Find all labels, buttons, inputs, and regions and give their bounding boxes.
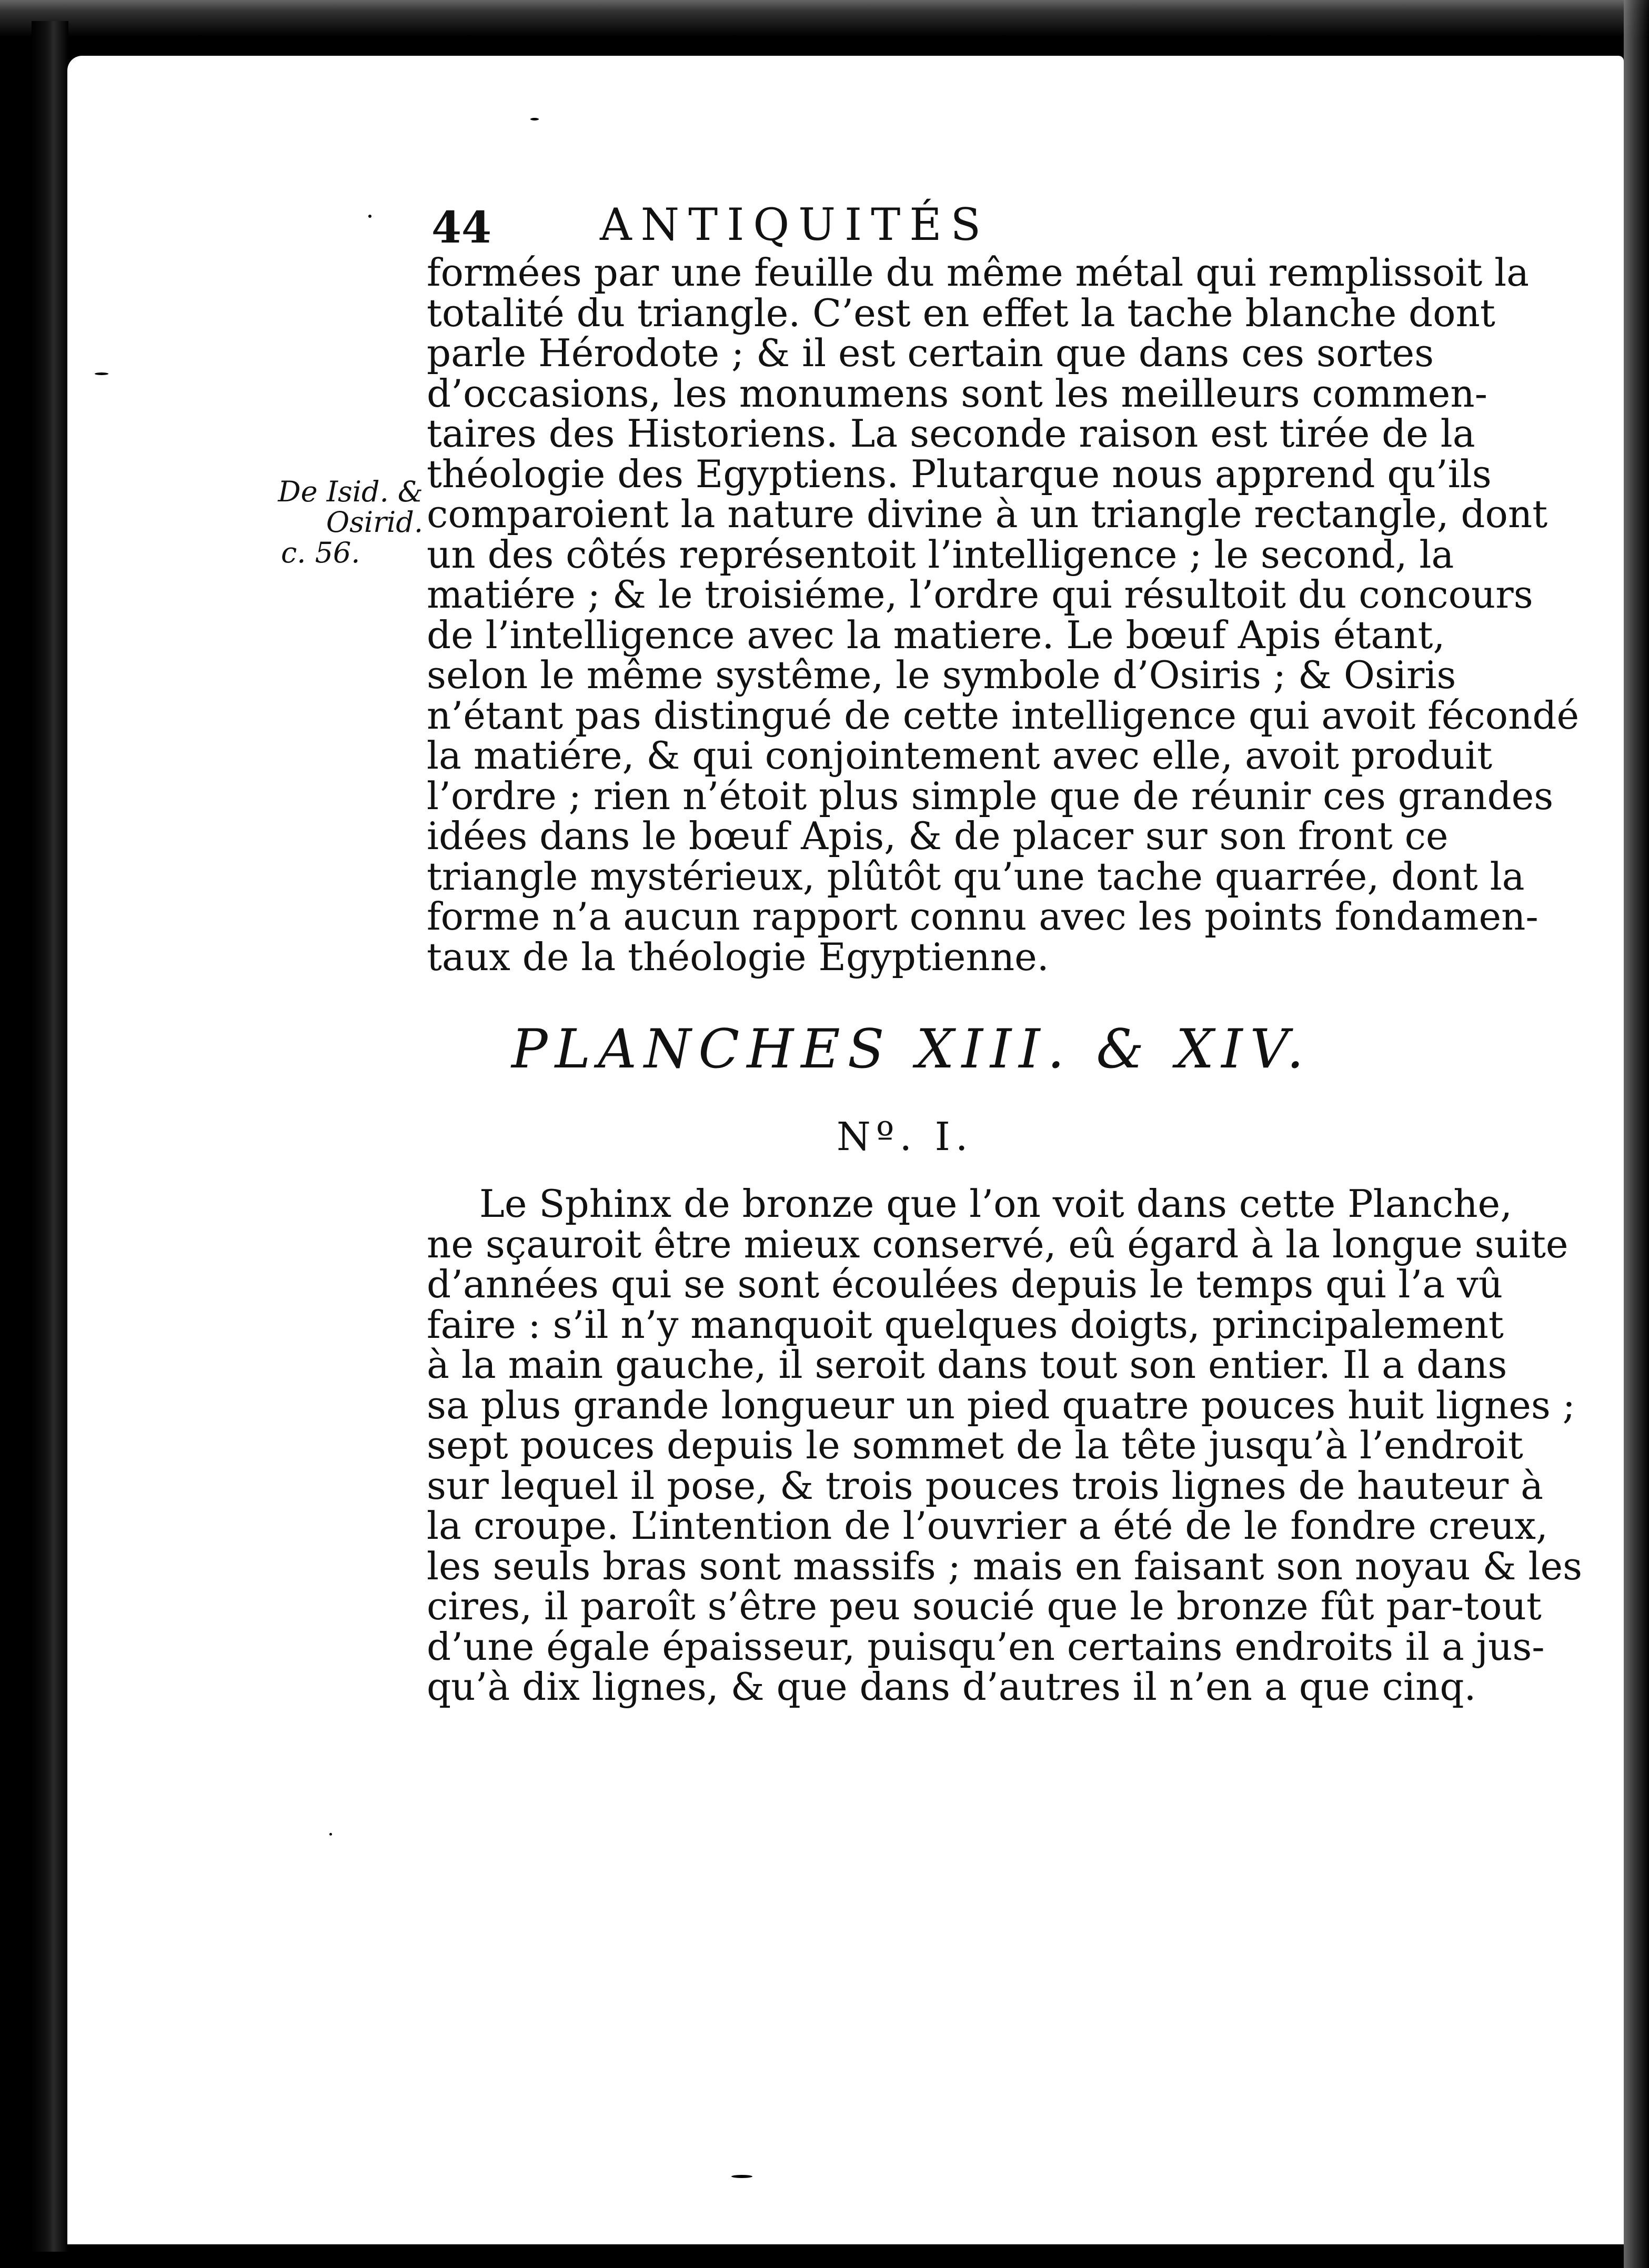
ink-speck xyxy=(368,215,371,218)
text-line: un des côtés représentoit l’intelligence ; le second, la xyxy=(427,532,1454,577)
ink-speck xyxy=(95,372,108,375)
text-line: taires des Historiens. La seconde raison est tirée de la xyxy=(427,411,1475,456)
text-line: de l’intelligence avec la matiere. Le bœuf Apis étant, xyxy=(427,612,1445,657)
text-line: idées dans le bœuf Apis, & de placer sur son front ce xyxy=(427,814,1449,858)
text-line: théologie des Egyptiens. Plutarque nous apprend qu’ils xyxy=(427,451,1492,496)
text-line: d’une égale épaisseur, puisqu’en certains endroits il a jus- xyxy=(427,1624,1545,1669)
ink-speck xyxy=(530,118,539,120)
page-number: 44 xyxy=(431,203,492,253)
text-line: sa plus grande longueur un pied quatre pouces huit lignes ; xyxy=(427,1383,1575,1427)
text-line: cires, il paroît s’être peu soucié que le bronze fût par-tout xyxy=(427,1584,1542,1628)
text-line: ne sçauroit être mieux conservé, eû égard à la longue suite xyxy=(427,1222,1568,1266)
running-title: ANTIQUITÉS xyxy=(600,199,990,250)
scan-right-edge xyxy=(1624,0,1649,2268)
text-line: d’occasions, les monumens sont les meilleurs commen- xyxy=(427,371,1487,416)
text-line: Le Sphinx de bronze que l’on voit dans cette Planche, xyxy=(479,1182,1513,1226)
text-line: la matiére, & qui conjointement avec elle, avoit produit xyxy=(427,733,1493,778)
margin-note-chapter: c. 56. xyxy=(281,536,360,569)
margin-note xyxy=(218,477,423,568)
text-line: d’années qui se sont écoulées depuis le temps qui l’a vû xyxy=(427,1262,1503,1306)
text-line: taux de la théologie Egyptienne. xyxy=(427,934,1049,979)
text-line: sur lequel il pose, & trois pouces trois lignes de hauteur à xyxy=(427,1463,1543,1508)
text-line: formées par une feuille du même métal qui remplissoit la xyxy=(427,250,1530,295)
scan-top-edge xyxy=(0,0,1649,37)
text-line: faire : s’il n’y manquoit quelques doigts, principalement xyxy=(427,1302,1504,1347)
text-line: parle Hérodote ; & il est certain que dans ces sortes xyxy=(427,331,1434,375)
number-heading: Nº. I. xyxy=(837,1114,973,1160)
text-line: sept pouces depuis le sommet de la tête jusqu’à l’endroit xyxy=(427,1423,1523,1467)
text-line: n’étant pas distingué de cette intelligence qui avoit fécondé xyxy=(427,693,1580,738)
text-line: qu’à dix lignes, & que dans d’autres il n’en a que cinq. xyxy=(427,1665,1476,1709)
text-line: à la main gauche, il seroit dans tout son entier. Il a dans xyxy=(427,1343,1507,1387)
plate-heading: PLANCHES XIII. & XIV. xyxy=(511,1018,1311,1081)
text-line: selon le même systême, le symbole d’Osiris ; & Osiris xyxy=(427,653,1456,697)
text-line: la croupe. L’intention de l’ouvrier a été de le fondre creux, xyxy=(427,1504,1548,1548)
text-line: totalité du triangle. C’est en effet la tache blanche dont xyxy=(427,290,1495,335)
ink-speck xyxy=(731,2175,752,2178)
text-line: triangle mystérieux, plûtôt qu’une tache quarrée, dont la xyxy=(427,854,1525,899)
paragraph-continued xyxy=(427,250,1580,979)
ink-speck xyxy=(329,1833,332,1836)
margin-note-reference: De Isid. & Osirid. xyxy=(278,475,423,539)
text-line: forme n’a aucun rapport connu avec les points fondamen- xyxy=(427,894,1539,939)
text-line: les seuls bras sont massifs ; mais en faisant son noyau & les xyxy=(427,1544,1583,1588)
paragraph-sphinx xyxy=(427,1182,1583,1709)
text-line: comparoient la nature divine à un triangle rectangle, dont xyxy=(427,492,1548,536)
scan-left-edge xyxy=(32,21,68,2252)
text-line: l’ordre ; rien n’étoit plus simple que de réunir ces grandes xyxy=(427,773,1554,818)
text-line: matiére ; & le troisiéme, l’ordre qui résultoit du concours xyxy=(427,572,1533,617)
